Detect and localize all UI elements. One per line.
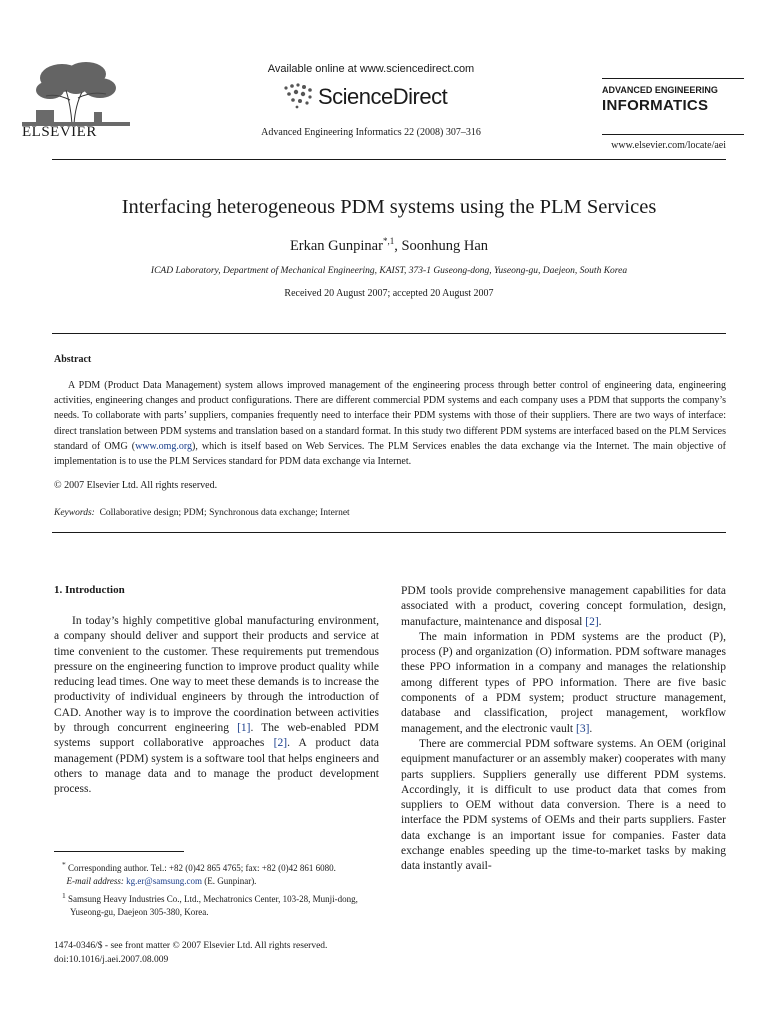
email-label: E-mail address:: [66, 876, 124, 887]
abstract-text-part: ), which is itself based on Web Services. The PLM Services enables the data exchange via the Internet. The main objective of implementation is to use the PLM Services standard for PDM data exchange via Internet.: [54, 440, 727, 468]
issn-line: 1474-0346/$ - see front matter © 2007 Elsevier Ltd. All rights reserved.: [54, 941, 328, 951]
paragraph-text: PDM tools provide comprehensive management capabilities for data associated with a product, covering concept formulation, design, manufacture, maintenance and disposal: [401, 585, 726, 628]
abstract-heading: Abstract: [54, 354, 92, 365]
journal-title-line1: ADVANCED ENGINEERING: [602, 85, 718, 95]
footnote-text: Corresponding author. Tel.: +82 (0)42 865 4765; fax: +82 (0)42 861 6080.: [68, 863, 336, 873]
journal-url-link[interactable]: www.elsevier.com/locate/aei: [611, 140, 726, 151]
paragraph-text: .: [589, 722, 593, 735]
footnote-text: Samsung Heavy Industries Co., Ltd., Mechatronics Center, 103-28, Munji-dong, Yuseong-gu, Daejeon 305-380, Korea.: [68, 893, 358, 917]
abstract-text: [54, 378, 726, 469]
footnote: [54, 875, 379, 888]
author-marks[interactable]: *,1: [382, 236, 395, 246]
reference-link[interactable]: [2]: [273, 737, 288, 750]
paragraph: [54, 614, 379, 798]
paragraph: [401, 630, 726, 737]
paragraph: [401, 584, 726, 630]
abstract-text-part: A PDM (Product Data Management) system allows improved management of the engineering process through better control of engineering data, engineering activities, engineering changes and product configurations. There are different commercial PDM systems and each company uses a PDM that supports the company’s needs. To collaborate with parts’ suppliers, companies frequently need to interface their PDM systems with those of their suppliers. There are two ways of interface: direct translation between PDM systems and translation based on a standard format. In this study two different PDM systems are interfaced based on the PLM Services standard of OMG (: [54, 380, 726, 452]
journal-citation: Advanced Engineering Informatics 22 (2008) 307–316: [261, 127, 481, 138]
footnote-rule: [54, 851, 184, 852]
reference-link[interactable]: [1]: [237, 722, 251, 735]
paragraph-text: . The web-enabled PDM systems support collaborative approaches: [54, 722, 380, 750]
reference-link[interactable]: [2]: [585, 615, 599, 628]
footnote: [54, 889, 379, 920]
available-online-text: Available online at www.sciencedirect.com: [267, 63, 475, 75]
paragraph-text: .: [598, 615, 602, 628]
omg-link[interactable]: www.omg.org: [135, 440, 193, 452]
paragraph-text: In today’s highly competitive global manufacturing environment, a company should deliver and support their products and service at time convenient to the customer. These requirements put tremendous pressure on the engineering function to improve product quality while reducing lead times. One way to meet these demands is to increase the productivity of individual engineers by through the introduction of CAD. Another way is to improve the coordination between activities by through concurrent engineering: [54, 615, 379, 735]
email-suffix: (E. Gunpinar).: [201, 876, 257, 887]
author-list: [0, 236, 768, 255]
paragraph-text: . A product data management (PDM) system is a software tool that helps engineers and others to manage data and to manage the product development process.: [54, 737, 380, 796]
paragraph: There are commercial PDM software systems. An OEM (original equipment manufacturer or an assembly maker) cooperates with many parts suppliers. Suppliers generally use different PDM systems. Accordingly, it is difficult to use product data that comes from suppliers to OEM without data conversion. There is a need to interface the PDM systems of OEMs and their parts suppliers. Faster data exchange is an important issue for companies. Faster data exchange enables speeding up the time-to-market tasks by making data instantly avail-: [401, 737, 726, 873]
left-column: [54, 614, 379, 798]
received-dates: Received 20 August 2007; accepted 20 August 2007: [284, 288, 494, 299]
abstract-copyright: © 2007 Elsevier Ltd. All rights reserved.: [54, 480, 218, 491]
issn-doi: [54, 940, 327, 967]
header-rule: [52, 159, 726, 160]
author-name: Erkan Gunpinar: [289, 237, 383, 254]
email-link[interactable]: kg.er@samsung.com: [126, 876, 202, 887]
journal-brand: [602, 78, 744, 114]
reference-link[interactable]: [3]: [575, 722, 590, 735]
footnotes: [54, 858, 379, 919]
footnote-mark: 1: [62, 890, 66, 900]
abstract-top-rule: [52, 333, 726, 334]
keywords-label: Keywords:: [54, 508, 95, 518]
keywords: [54, 508, 350, 518]
right-column: [401, 584, 726, 875]
affiliation: ICAD Laboratory, Department of Mechanical Engineering, KAIST, 373-1 Guseong-dong, Yuseong-gu, Daejeon, South Korea: [150, 266, 628, 276]
publisher-name: ELSEVIER: [22, 124, 97, 140]
abstract-bottom-rule: [52, 532, 726, 533]
author-name: Soonhung Han: [401, 237, 489, 254]
keywords-list: Collaborative design; PDM; Synchronous data exchange; Internet: [99, 508, 350, 518]
paragraph-text: The main information in PDM systems are the product (P), process (P) and organization (O) information. PDM software manages these PPO information in a company and manages the relationship among different types of PPO information. There are five basic components of a PDM system; product structure management, database and classification, project management, workflow management, and the electronic vault: [401, 630, 726, 735]
footnote: [54, 858, 379, 875]
author-separator: ,: [394, 237, 402, 254]
journal-divider: [602, 134, 744, 135]
footnote-mark: *: [62, 860, 66, 869]
sciencedirect-wordmark: ScienceDirect: [318, 84, 448, 109]
doi-link[interactable]: doi:10.1016/j.aei.2007.08.009: [54, 954, 169, 965]
article-title: Interfacing heterogeneous PDM systems using the PLM Services: [121, 196, 657, 218]
section-heading: 1. Introduction: [54, 584, 125, 596]
journal-title-line2: INFORMATICS: [602, 97, 709, 114]
sciencedirect-logo-icon: [282, 82, 316, 110]
